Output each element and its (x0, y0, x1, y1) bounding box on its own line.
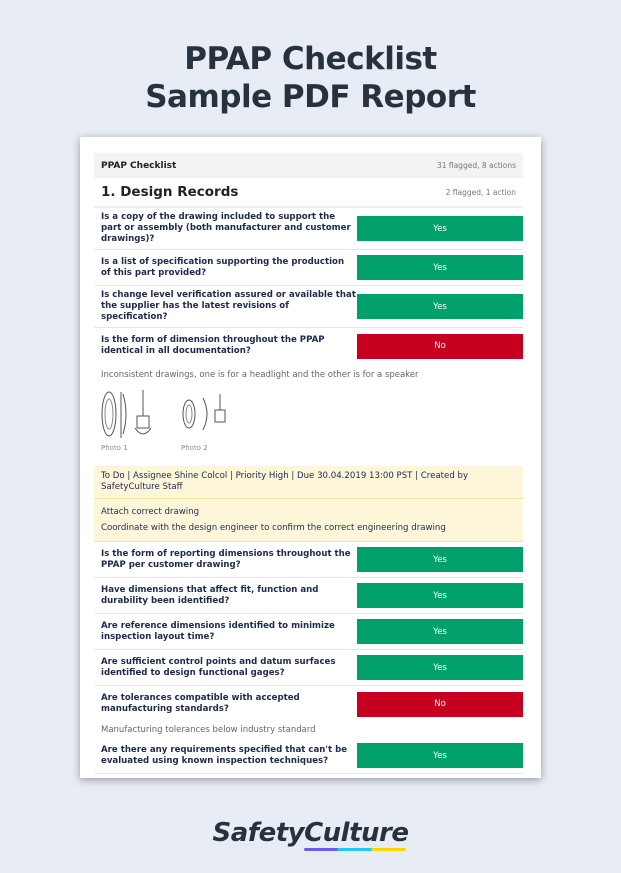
question-row: Is change level verification assured or available that the supplier has the latest revisions of specification? Yes (94, 286, 523, 328)
answer-no: No (357, 692, 523, 717)
question-row: Are reference dimensions identified to minimize inspection layout time? Yes (94, 614, 523, 650)
section-header: 1. Design Records 2 flagged, 1 action (94, 178, 523, 208)
action-item[interactable] (94, 466, 523, 541)
question-row: Is the form of reporting dimensions throughout the PPAP per customer drawing? Yes (94, 542, 523, 578)
answer-yes: Yes (357, 294, 523, 319)
answer-yes: Yes (357, 216, 523, 241)
note: Manufacturing tolerances below industry standard (101, 725, 316, 735)
answer-no: No (357, 334, 523, 359)
logo-underline (304, 848, 406, 851)
question-row: Is a list of specification supporting the production of this part provided? Yes (94, 250, 523, 286)
safetyculture-logo: SafetyCulture (212, 818, 409, 848)
drawing-image (181, 388, 231, 440)
action-meta: To Do | Assignee Shine Colcol | Priority High | Due 30.04.2019 13:00 PST | Created by SafetyCulture Staff (94, 466, 523, 499)
photo-1[interactable]: Photo 1 (101, 388, 151, 452)
page-title: PPAP Checklist Sample PDF Report (145, 41, 476, 115)
question-row: Is a copy of the drawing included to support the part or assembly (both manufacturer and customer drawings)? Yes (94, 208, 523, 250)
answer-yes: Yes (357, 619, 523, 644)
question-row: Are there any requirements specified that can't be evaluated using known inspection techniques? Yes (94, 738, 523, 774)
drawing-image (101, 388, 151, 440)
answer-yes: Yes (357, 655, 523, 680)
action-description: Coordinate with the design engineer to confirm the correct engineering drawing (101, 523, 446, 533)
question-row: Are sufficient control points and datum surfaces identified to design functional gages? Yes (94, 650, 523, 686)
answer-yes: Yes (357, 255, 523, 280)
report-page (80, 137, 541, 778)
photo-2[interactable]: Photo 2 (181, 388, 231, 452)
action-title: Attach correct drawing (101, 507, 200, 517)
answer-yes: Yes (357, 547, 523, 572)
question-row: Have dimensions that affect fit, function and durability been identified? Yes (94, 578, 523, 614)
note: Inconsistent drawings, one is for a headlight and the other is for a speaker (101, 370, 419, 380)
report-header: PPAP Checklist 31 flagged, 8 actions (94, 153, 523, 178)
question-row: Is the form of dimension throughout the PPAP identical in all documentation? No (94, 328, 523, 364)
answer-yes: Yes (357, 583, 523, 608)
question-row: Are tolerances compatible with accepted manufacturing standards? No (94, 686, 523, 722)
answer-yes: Yes (357, 743, 523, 768)
